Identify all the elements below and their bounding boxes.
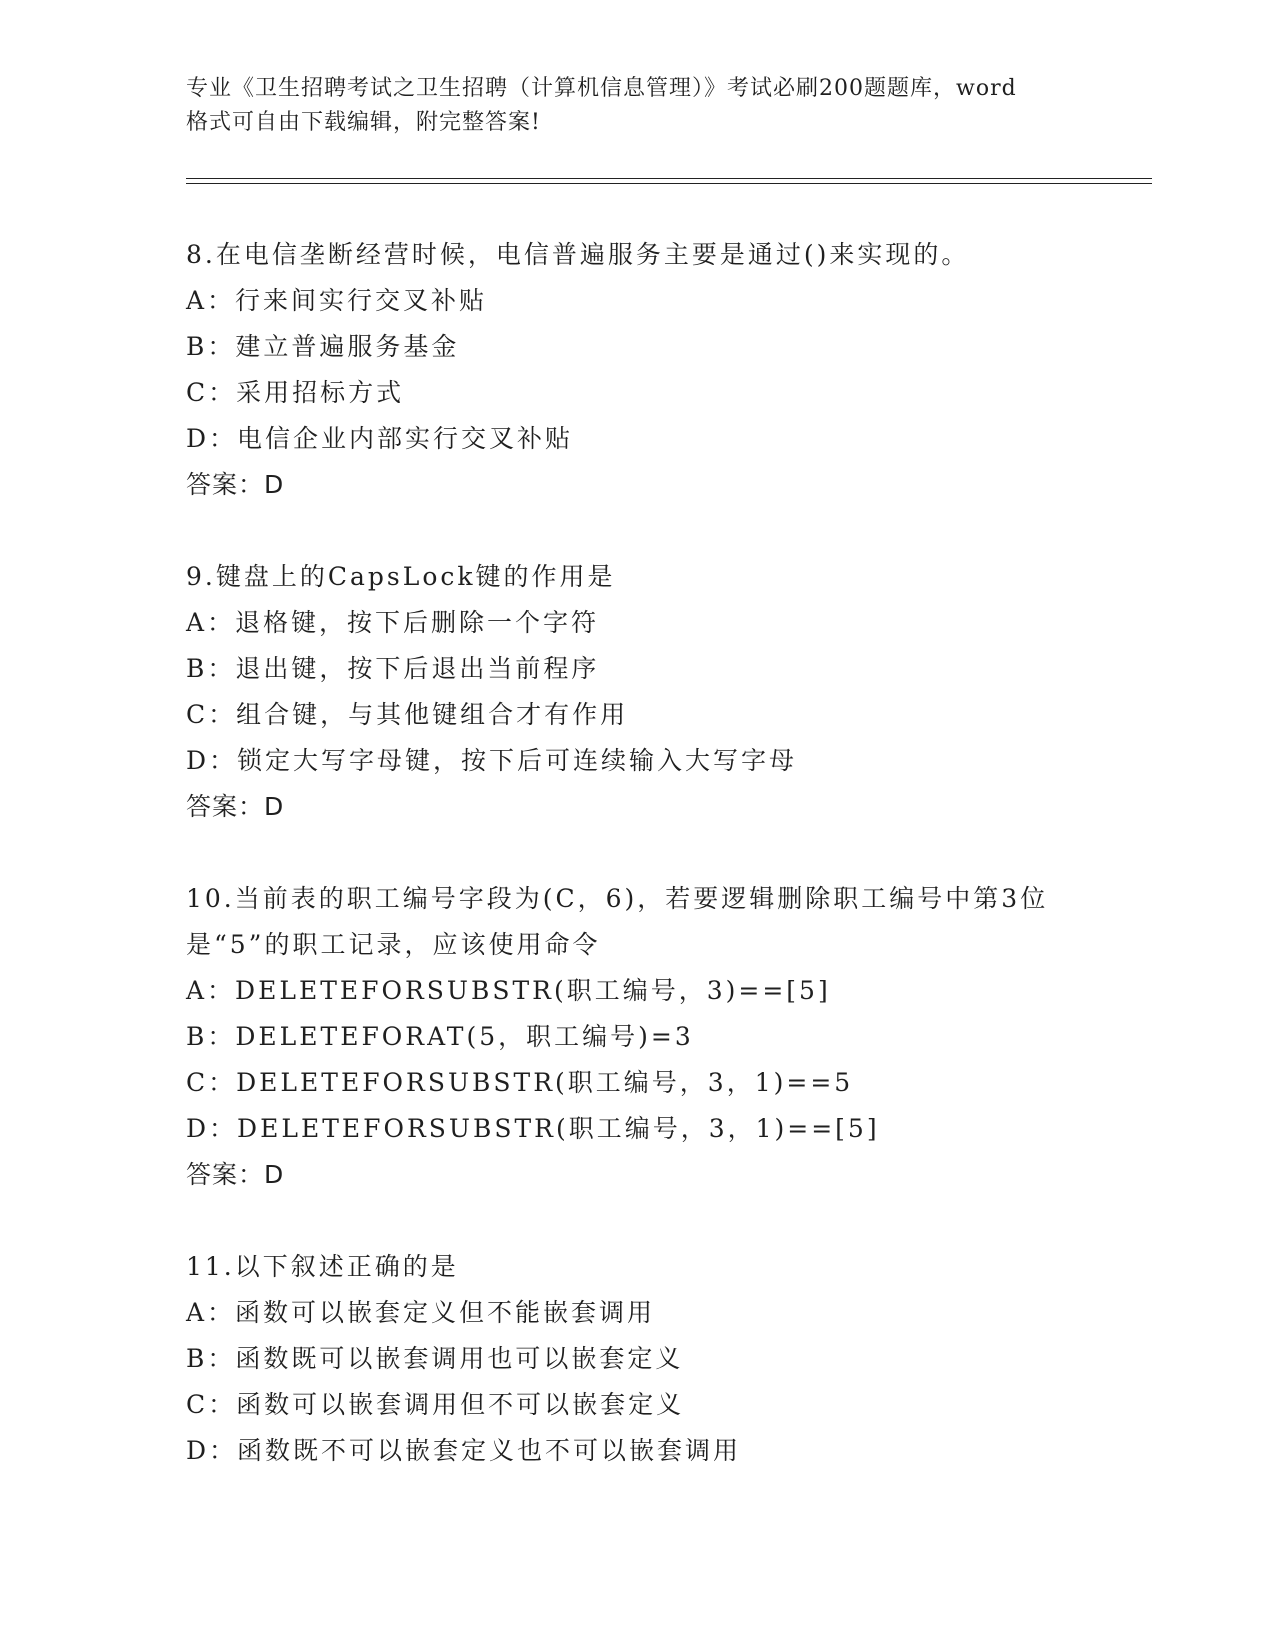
option-b: B：建立普遍服务基金 [186,332,460,361]
option-d: D：电信企业内部实行交叉补贴 [186,424,574,453]
option-a: A：函数可以嵌套定义但不能嵌套调用 [186,1298,656,1327]
option-c: C：采用招标方式 [186,378,405,407]
question-10 [186,876,1146,1198]
option-c: C：DELETEFORSUBSTR(职工编号，3，1)==5 [186,1068,854,1097]
question-stem: 10.当前表的职工编号字段为(C，6)，若要逻辑删除职工编号中第3位 [186,884,1049,913]
question-9 [186,554,1146,830]
option-a: A：DELETEFORSUBSTR(职工编号，3)==[5] [186,976,831,1005]
answer: 答案：D [186,1160,285,1189]
answer: 答案：D [186,470,285,499]
option-d: D：锁定大写字母键，按下后可连续输入大写字母 [186,746,798,775]
question-8 [186,232,1146,508]
question-stem-continued: 是“5”的职工记录，应该使用命令 [186,930,601,959]
option-c: C：函数可以嵌套调用但不可以嵌套定义 [186,1390,685,1419]
answer: 答案：D [186,792,285,821]
option-d: D：函数既不可以嵌套定义也不可以嵌套调用 [186,1436,742,1465]
document-header [186,72,1086,140]
option-b: B：DELETEFORAT(5，职工编号)=3 [186,1022,694,1051]
question-stem: 8.在电信垄断经营时候，电信普遍服务主要是通过()来实现的。 [186,240,970,269]
question-11 [186,1244,1146,1474]
option-c: C：组合键，与其他键组合才有作用 [186,700,629,729]
option-b: B：退出键，按下后退出当前程序 [186,654,600,683]
option-a: A：行来间实行交叉补贴 [186,286,488,315]
header-divider-bottom [186,183,1152,184]
header-divider-top [186,178,1152,179]
question-list [186,232,1146,1520]
option-b: B：函数既可以嵌套调用也可以嵌套定义 [186,1344,684,1373]
option-d: D：DELETEFORSUBSTR(职工编号，3，1)==[5] [186,1114,880,1143]
header-line-2: 格式可自由下载编辑，附完整答案! [186,110,541,135]
question-stem: 11.以下叙述正确的是 [186,1252,459,1281]
header-line-1: 专业《卫生招聘考试之卫生招聘（计算机信息管理）》考试必刷200题题库，word [186,76,1017,101]
question-stem: 9.键盘上的CapsLock键的作用是 [186,562,616,591]
option-a: A：退格键，按下后删除一个字符 [186,608,600,637]
